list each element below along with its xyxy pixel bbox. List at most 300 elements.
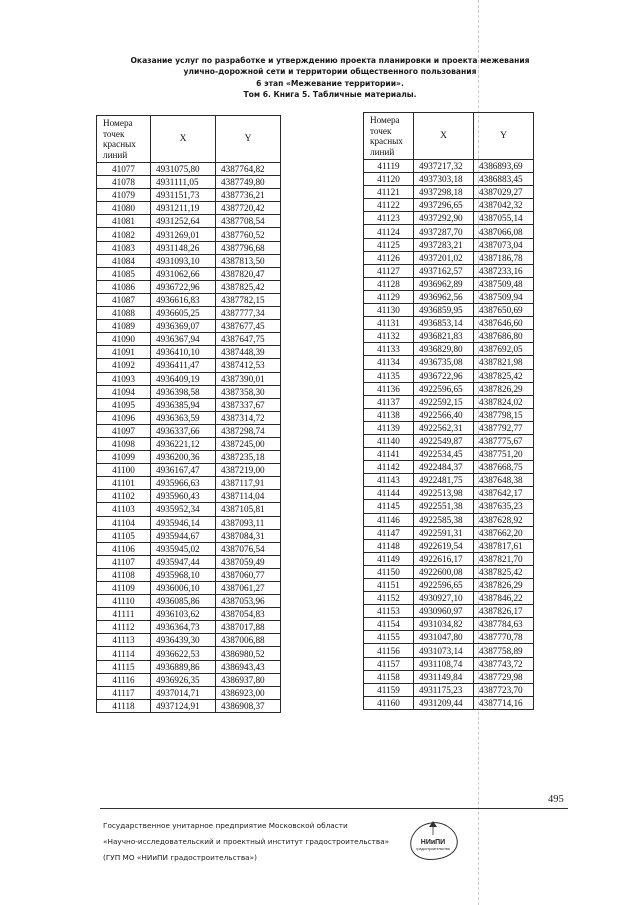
point-number-cell: 41098	[97, 437, 151, 450]
coordinates-table-left	[96, 115, 281, 713]
table-row	[364, 317, 534, 330]
x-coordinate-cell: 4936829,80	[414, 343, 474, 356]
y-coordinate-cell: 4386908,37	[216, 699, 281, 712]
y-coordinate-cell: 4387114,04	[216, 490, 281, 503]
x-coordinate-cell: 4935944,67	[151, 529, 216, 542]
point-number-cell: 41089	[97, 320, 151, 333]
y-coordinate-cell: 4386943,43	[216, 660, 281, 673]
x-coordinate-cell: 4937124,91	[151, 699, 216, 712]
y-coordinate-cell: 4387245,00	[216, 437, 281, 450]
point-number-cell: 41130	[364, 304, 414, 317]
x-coordinate-cell: 4922484,37	[414, 461, 474, 474]
x-coordinate-cell: 4922596,65	[414, 579, 474, 592]
x-coordinate-cell: 4936085,86	[151, 595, 216, 608]
table-row	[364, 330, 534, 343]
table-row	[97, 372, 281, 385]
table-row	[97, 503, 281, 516]
coordinates-table-right	[363, 112, 534, 710]
y-coordinate-cell: 4387093,11	[216, 516, 281, 529]
x-coordinate-cell: 4936006,10	[151, 582, 216, 595]
x-coordinate-cell: 4936411,47	[151, 359, 216, 372]
y-coordinate-cell: 4387792,77	[474, 421, 534, 434]
point-number-cell: 41080	[97, 202, 151, 215]
x-coordinate-cell: 4936385,94	[151, 398, 216, 411]
y-coordinate-cell: 4387784,63	[474, 618, 534, 631]
x-coordinate-cell: 4936722,96	[414, 369, 474, 382]
table-row	[97, 320, 281, 333]
table-row	[97, 346, 281, 359]
point-number-cell: 41150	[364, 565, 414, 578]
y-coordinate-cell: 4387509,48	[474, 277, 534, 290]
y-coordinate-cell: 4387117,91	[216, 477, 281, 490]
table-row	[364, 160, 534, 173]
point-number-cell: 41146	[364, 513, 414, 526]
x-coordinate-cell: 4935968,10	[151, 568, 216, 581]
point-number-cell: 41153	[364, 605, 414, 618]
x-coordinate-cell: 4935952,34	[151, 503, 216, 516]
x-coordinate-cell: 4936962,89	[414, 277, 474, 290]
institute-logo-icon	[403, 817, 463, 863]
point-number-cell: 41127	[364, 264, 414, 277]
y-coordinate-cell: 4387813,50	[216, 254, 281, 267]
y-coordinate-cell: 4387708,54	[216, 215, 281, 228]
table-row	[364, 173, 534, 186]
x-coordinate-cell: 4931073,14	[414, 644, 474, 657]
x-coordinate-cell: 4937298,18	[414, 186, 474, 199]
footer-divider	[100, 808, 568, 809]
point-number-cell: 41081	[97, 215, 151, 228]
point-number-cell: 41096	[97, 411, 151, 424]
x-coordinate-cell: 4936337,66	[151, 424, 216, 437]
table-row	[364, 670, 534, 683]
y-coordinate-cell: 4387650,69	[474, 304, 534, 317]
x-coordinate-cell: 4922596,65	[414, 382, 474, 395]
x-coordinate-cell: 4937287,70	[414, 225, 474, 238]
x-coordinate-cell: 4937283,21	[414, 238, 474, 251]
y-coordinate-cell: 4387337,67	[216, 398, 281, 411]
logo-text: НИиПИ	[420, 839, 446, 846]
x-coordinate-cell: 4936622,53	[151, 647, 216, 660]
table-row	[364, 277, 534, 290]
y-coordinate-cell: 4387059,49	[216, 555, 281, 568]
point-number-cell: 41154	[364, 618, 414, 631]
point-number-cell: 41077	[97, 163, 151, 176]
table-row	[364, 448, 534, 461]
x-coordinate-cell: 4936439,30	[151, 634, 216, 647]
y-coordinate-cell: 4387358,30	[216, 385, 281, 398]
table-row	[97, 293, 281, 306]
page-number: 495	[548, 794, 564, 805]
x-coordinate-cell: 4922600,08	[414, 565, 474, 578]
y-coordinate-cell: 4387770,78	[474, 631, 534, 644]
point-number-cell: 41155	[364, 631, 414, 644]
footer-organization	[103, 818, 433, 867]
y-coordinate-cell: 4387055,14	[474, 212, 534, 225]
x-coordinate-cell: 4922585,38	[414, 513, 474, 526]
point-number-cell: 41135	[364, 369, 414, 382]
x-coordinate-cell: 4936367,94	[151, 333, 216, 346]
table-row	[364, 212, 534, 225]
x-coordinate-cell: 4936722,96	[151, 280, 216, 293]
table-row	[364, 487, 534, 500]
y-coordinate-cell: 4387729,98	[474, 670, 534, 683]
point-number-cell: 41152	[364, 592, 414, 605]
table-row	[97, 359, 281, 372]
y-coordinate-cell: 4387826,17	[474, 605, 534, 618]
table-row	[364, 264, 534, 277]
x-coordinate-cell: 4922481,75	[414, 474, 474, 487]
table-row	[364, 500, 534, 513]
point-number-cell: 41132	[364, 330, 414, 343]
y-coordinate-cell: 4387846,22	[474, 592, 534, 605]
x-coordinate-cell: 4922562,31	[414, 421, 474, 434]
x-coordinate-cell: 4935960,43	[151, 490, 216, 503]
table-row	[97, 595, 281, 608]
y-coordinate-cell: 4387760,52	[216, 228, 281, 241]
table-row	[364, 579, 534, 592]
y-coordinate-cell: 4387743,72	[474, 657, 534, 670]
y-coordinate-cell: 4387029,27	[474, 186, 534, 199]
table-row	[97, 267, 281, 280]
table-row	[97, 437, 281, 450]
point-number-cell: 41120	[364, 173, 414, 186]
y-coordinate-cell: 4387233,16	[474, 264, 534, 277]
y-coordinate-cell: 4387635,23	[474, 500, 534, 513]
y-coordinate-cell: 4387826,29	[474, 579, 534, 592]
table-row	[97, 280, 281, 293]
table-row	[364, 513, 534, 526]
table-row	[97, 228, 281, 241]
table-row	[364, 552, 534, 565]
point-number-cell: 41111	[97, 608, 151, 621]
x-coordinate-cell: 4922592,15	[414, 395, 474, 408]
table-row	[97, 608, 281, 621]
table-row	[97, 215, 281, 228]
y-coordinate-cell: 4387298,74	[216, 424, 281, 437]
x-coordinate-cell: 4922619,54	[414, 539, 474, 552]
table-header-row	[364, 113, 534, 160]
coordinates-table-body	[364, 160, 534, 710]
x-coordinate-cell: 4931047,80	[414, 631, 474, 644]
table-row	[97, 176, 281, 189]
y-coordinate-cell: 4387821,70	[474, 552, 534, 565]
x-coordinate-cell: 4922551,38	[414, 500, 474, 513]
x-coordinate-cell: 4937162,57	[414, 264, 474, 277]
y-coordinate-cell: 4387764,82	[216, 163, 281, 176]
header-line-2: улично-дорожной сети и территории общественного пользования	[183, 67, 477, 77]
y-coordinate-cell: 4387314,72	[216, 411, 281, 424]
y-coordinate-cell: 4387686,80	[474, 330, 534, 343]
y-coordinate-cell: 4387076,54	[216, 542, 281, 555]
header-line-3: 6 этап «Межевание территории».	[256, 78, 404, 88]
x-coordinate-cell: 4936859,95	[414, 304, 474, 317]
y-coordinate-cell: 4387186,78	[474, 251, 534, 264]
x-coordinate-cell: 4931149,84	[414, 670, 474, 683]
point-number-cell: 41090	[97, 333, 151, 346]
table-row	[364, 199, 534, 212]
point-number-cell: 41121	[364, 186, 414, 199]
x-coordinate-cell: 4922616,17	[414, 552, 474, 565]
table-row	[97, 529, 281, 542]
point-number-cell: 41149	[364, 552, 414, 565]
x-coordinate-cell: 4936167,47	[151, 464, 216, 477]
x-coordinate-cell: 4937014,71	[151, 686, 216, 699]
y-coordinate-cell: 4387723,70	[474, 683, 534, 696]
point-number-cell: 41108	[97, 568, 151, 581]
table-row	[364, 382, 534, 395]
x-coordinate-cell: 4931108,74	[414, 657, 474, 670]
table-row	[364, 631, 534, 644]
y-coordinate-cell: 4387060,77	[216, 568, 281, 581]
point-number-cell: 41078	[97, 176, 151, 189]
x-coordinate-cell: 4936103,62	[151, 608, 216, 621]
table-row	[364, 356, 534, 369]
point-number-cell: 41140	[364, 434, 414, 447]
point-number-cell: 41117	[97, 686, 151, 699]
table-row	[364, 644, 534, 657]
x-coordinate-cell: 4935946,14	[151, 516, 216, 529]
table-row	[97, 555, 281, 568]
point-number-cell: 41123	[364, 212, 414, 225]
y-coordinate-cell: 4387390,01	[216, 372, 281, 385]
y-coordinate-cell: 4387642,17	[474, 487, 534, 500]
y-coordinate-cell: 4387825,42	[216, 280, 281, 293]
x-coordinate-cell: 4931075,80	[151, 163, 216, 176]
point-number-cell: 41079	[97, 189, 151, 202]
y-coordinate-cell: 4387448,39	[216, 346, 281, 359]
x-coordinate-cell: 4936735,08	[414, 356, 474, 369]
x-coordinate-cell: 4937296,65	[414, 199, 474, 212]
table-row	[97, 307, 281, 320]
point-number-cell: 41129	[364, 290, 414, 303]
table-row	[97, 477, 281, 490]
table-row	[97, 202, 281, 215]
y-coordinate-cell: 4387751,20	[474, 448, 534, 461]
table-row	[364, 696, 534, 709]
table-row	[364, 369, 534, 382]
x-coordinate-cell: 4936889,86	[151, 660, 216, 673]
y-coordinate-cell: 4387412,53	[216, 359, 281, 372]
point-number-cell: 41109	[97, 582, 151, 595]
x-coordinate-cell: 4922534,45	[414, 448, 474, 461]
table-row	[97, 385, 281, 398]
table-row	[97, 254, 281, 267]
point-number-cell: 41086	[97, 280, 151, 293]
x-coordinate-cell: 4931269,01	[151, 228, 216, 241]
point-number-cell: 41147	[364, 526, 414, 539]
point-number-cell: 41085	[97, 267, 151, 280]
y-coordinate-cell: 4387782,15	[216, 293, 281, 306]
x-coordinate-cell: 4922591,31	[414, 526, 474, 539]
x-coordinate-cell: 4935945,02	[151, 542, 216, 555]
y-coordinate-cell: 4387720,42	[216, 202, 281, 215]
point-number-cell: 41112	[97, 621, 151, 634]
point-number-cell: 41102	[97, 490, 151, 503]
x-coordinate-cell: 4937201,02	[414, 251, 474, 264]
y-coordinate-cell: 4387668,75	[474, 461, 534, 474]
x-coordinate-cell: 4930927,10	[414, 592, 474, 605]
point-number-cell: 41141	[364, 448, 414, 461]
footer-line-1: Государственное унитарное предприятие Московской области	[103, 821, 348, 830]
y-coordinate-cell: 4387006,88	[216, 634, 281, 647]
column-header-y: Y	[216, 116, 281, 163]
point-number-cell: 41095	[97, 398, 151, 411]
y-coordinate-cell: 4387777,34	[216, 307, 281, 320]
point-number-cell: 41097	[97, 424, 151, 437]
table-row	[97, 333, 281, 346]
y-coordinate-cell: 4387714,16	[474, 696, 534, 709]
point-number-cell: 41137	[364, 395, 414, 408]
table-row	[364, 474, 534, 487]
y-coordinate-cell: 4387826,29	[474, 382, 534, 395]
point-number-cell: 41151	[364, 579, 414, 592]
y-coordinate-cell: 4387798,15	[474, 408, 534, 421]
point-number-cell: 41103	[97, 503, 151, 516]
header-line-1: Оказание услуг по разработке и утверждению проекта планировки и проекта межевания	[130, 56, 530, 65]
point-number-cell: 41160	[364, 696, 414, 709]
point-number-cell: 41133	[364, 343, 414, 356]
y-coordinate-cell: 4387042,32	[474, 199, 534, 212]
table-row	[97, 582, 281, 595]
table-row	[97, 621, 281, 634]
point-number-cell: 41084	[97, 254, 151, 267]
table-row	[364, 618, 534, 631]
x-coordinate-cell: 4937292,90	[414, 212, 474, 225]
point-number-cell: 41116	[97, 673, 151, 686]
x-coordinate-cell: 4936363,59	[151, 411, 216, 424]
table-row	[97, 490, 281, 503]
x-coordinate-cell: 4931151,73	[151, 189, 216, 202]
point-number-cell: 41139	[364, 421, 414, 434]
y-coordinate-cell: 4387796,68	[216, 241, 281, 254]
table-row	[364, 605, 534, 618]
coordinates-table-body	[97, 163, 281, 713]
point-number-cell: 41106	[97, 542, 151, 555]
column-header-number: Номера точек красных линий	[97, 116, 151, 163]
y-coordinate-cell: 4387825,42	[474, 565, 534, 578]
y-coordinate-cell: 4387066,08	[474, 225, 534, 238]
x-coordinate-cell: 4922566,40	[414, 408, 474, 421]
x-coordinate-cell: 4937303,18	[414, 173, 474, 186]
x-coordinate-cell: 4936410,10	[151, 346, 216, 359]
table-row	[364, 290, 534, 303]
y-coordinate-cell: 4387817,61	[474, 539, 534, 552]
x-coordinate-cell: 4930960,97	[414, 605, 474, 618]
x-coordinate-cell: 4931062,66	[151, 267, 216, 280]
point-number-cell: 41101	[97, 477, 151, 490]
y-coordinate-cell: 4387758,89	[474, 644, 534, 657]
y-coordinate-cell: 4387736,21	[216, 189, 281, 202]
point-number-cell: 41082	[97, 228, 151, 241]
point-number-cell: 41092	[97, 359, 151, 372]
point-number-cell: 41115	[97, 660, 151, 673]
table-row	[364, 657, 534, 670]
y-coordinate-cell: 4387821,98	[474, 356, 534, 369]
y-coordinate-cell: 4386980,52	[216, 647, 281, 660]
y-coordinate-cell: 4387825,42	[474, 369, 534, 382]
point-number-cell: 41131	[364, 317, 414, 330]
table-row	[364, 526, 534, 539]
point-number-cell: 41099	[97, 451, 151, 464]
point-number-cell: 41122	[364, 199, 414, 212]
logo-subtext: градостроительства	[416, 847, 450, 851]
table-row	[97, 464, 281, 477]
table-row	[364, 343, 534, 356]
point-number-cell: 41083	[97, 241, 151, 254]
y-coordinate-cell: 4387628,92	[474, 513, 534, 526]
x-coordinate-cell: 4936200,36	[151, 451, 216, 464]
table-row	[97, 163, 281, 176]
y-coordinate-cell: 4387662,20	[474, 526, 534, 539]
x-coordinate-cell: 4936616,83	[151, 293, 216, 306]
table-row	[364, 304, 534, 317]
table-row	[364, 408, 534, 421]
column-header-x: X	[414, 113, 474, 160]
x-coordinate-cell: 4936962,56	[414, 290, 474, 303]
point-number-cell: 41134	[364, 356, 414, 369]
point-number-cell: 41138	[364, 408, 414, 421]
table-row	[97, 660, 281, 673]
y-coordinate-cell: 4387647,75	[216, 333, 281, 346]
table-row	[364, 434, 534, 447]
y-coordinate-cell: 4387061,27	[216, 582, 281, 595]
header-line-4: Том 6. Книга 5. Табличные материалы.	[243, 89, 417, 99]
point-number-cell: 41107	[97, 555, 151, 568]
table-row	[97, 241, 281, 254]
y-coordinate-cell: 4387235,18	[216, 451, 281, 464]
x-coordinate-cell: 4936369,07	[151, 320, 216, 333]
table-row	[97, 424, 281, 437]
point-number-cell: 41087	[97, 293, 151, 306]
table-row	[97, 673, 281, 686]
point-number-cell: 41156	[364, 644, 414, 657]
y-coordinate-cell: 4387073,04	[474, 238, 534, 251]
table-row	[97, 634, 281, 647]
x-coordinate-cell: 4931209,44	[414, 696, 474, 709]
point-number-cell: 41113	[97, 634, 151, 647]
x-coordinate-cell: 4931252,64	[151, 215, 216, 228]
x-coordinate-cell: 4931093,10	[151, 254, 216, 267]
table-row	[364, 251, 534, 264]
table-row	[364, 683, 534, 696]
column-header-number: Номера точек красных линий	[364, 113, 414, 160]
point-number-cell: 41143	[364, 474, 414, 487]
table-row	[364, 238, 534, 251]
x-coordinate-cell: 4937217,32	[414, 160, 474, 173]
point-number-cell: 41142	[364, 461, 414, 474]
y-coordinate-cell: 4386937,80	[216, 673, 281, 686]
y-coordinate-cell: 4387824,02	[474, 395, 534, 408]
point-number-cell: 41118	[97, 699, 151, 712]
point-number-cell: 41110	[97, 595, 151, 608]
y-coordinate-cell: 4387105,81	[216, 503, 281, 516]
point-number-cell: 41148	[364, 539, 414, 552]
x-coordinate-cell: 4935966,63	[151, 477, 216, 490]
table-row	[97, 516, 281, 529]
document-header	[120, 55, 540, 100]
column-header-x: X	[151, 116, 216, 163]
point-number-cell: 41125	[364, 238, 414, 251]
x-coordinate-cell: 4935947,44	[151, 555, 216, 568]
table-row	[97, 686, 281, 699]
table-header-row	[97, 116, 281, 163]
y-coordinate-cell: 4387053,96	[216, 595, 281, 608]
x-coordinate-cell: 4936926,35	[151, 673, 216, 686]
x-coordinate-cell: 4936409,19	[151, 372, 216, 385]
y-coordinate-cell: 4387749,80	[216, 176, 281, 189]
table-row	[364, 421, 534, 434]
y-coordinate-cell: 4387054,83	[216, 608, 281, 621]
